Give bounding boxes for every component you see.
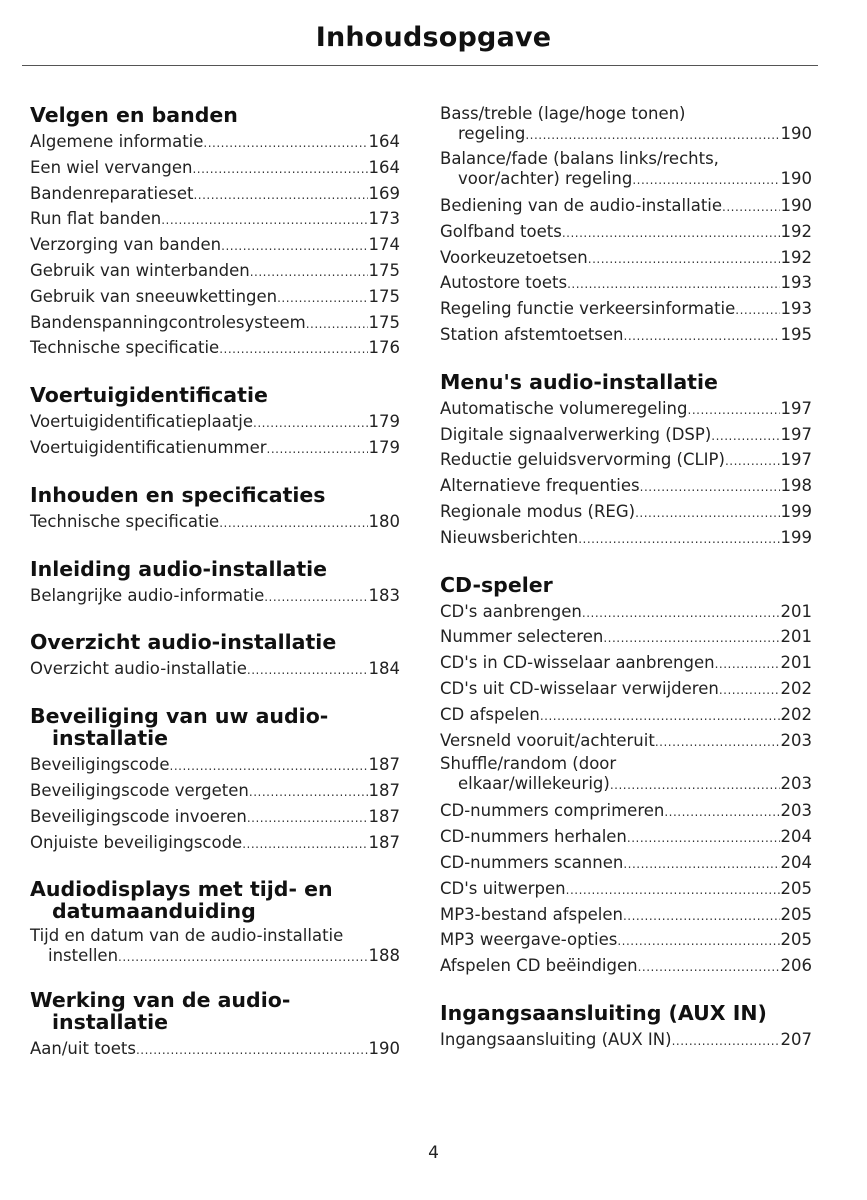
toc-entry-page: 203: [780, 730, 812, 750]
section-heading: CD-speler: [440, 572, 553, 597]
dot-leader: [588, 247, 780, 272]
toc-entry[interactable]: [30, 410, 400, 436]
toc-entry-page: 187: [368, 755, 400, 775]
toc-entry-page: 175: [368, 260, 400, 280]
toc-entry[interactable]: [30, 182, 400, 208]
toc-entry-label: CD's uitwerpen: [440, 878, 566, 898]
dot-leader: [715, 652, 780, 677]
toc-entry-label: Aan/uit toets: [30, 1039, 136, 1059]
toc-entry-page: 203: [780, 801, 812, 821]
toc-entry-page: 197: [780, 450, 812, 470]
toc-entry-label: Voorkeuzetoetsen: [440, 247, 588, 267]
toc-section: [30, 384, 400, 462]
toc-entry-label: Digitale signaalverwerking (DSP): [440, 424, 712, 444]
toc-entry-label: CD's uit CD-wisselaar verwijderen: [440, 678, 719, 698]
dot-leader: [635, 501, 779, 526]
toc-entry-label: Run flat banden: [30, 209, 162, 229]
dot-leader: [567, 272, 779, 297]
dot-leader: [161, 208, 367, 233]
toc-section: [440, 104, 812, 349]
toc-entry-page: 201: [780, 653, 812, 673]
dot-leader: [306, 312, 368, 337]
dot-leader: [640, 475, 780, 500]
toc-entry-label: Afspelen CD beëindigen: [440, 956, 638, 976]
section-heading: Audiodisplays met tijd- en datumaanduiding: [30, 877, 333, 924]
section-heading: Velgen en banden: [30, 103, 238, 127]
toc-entry[interactable]: [440, 397, 812, 423]
toc-entry-label: Nummer selecteren: [440, 627, 604, 647]
toc-entry-label: Regionale modus (REG): [440, 501, 636, 521]
toc-entry[interactable]: [30, 259, 400, 285]
toc-entry-label-line1: Balance/fade (balans links/rechts,: [440, 149, 719, 168]
toc-entry-label: MP3 weergave-opties: [440, 930, 618, 950]
section-heading: Menu's audio-installatie: [440, 369, 718, 394]
toc-entry[interactable]: [440, 526, 812, 552]
toc-entry[interactable]: [440, 651, 812, 677]
toc-entry-label: Regeling functie verkeersinformatie: [440, 299, 736, 319]
toc-entry[interactable]: [440, 877, 812, 903]
toc-entry[interactable]: [440, 928, 812, 954]
dot-leader: [578, 527, 779, 552]
toc-entry-label: CD-nummers scannen: [440, 852, 624, 872]
dot-leader: [638, 955, 780, 980]
toc-column-right: [440, 104, 812, 1054]
toc-entry-label: regeling: [458, 124, 526, 143]
dot-leader: [711, 424, 779, 449]
toc-entry-page: 203: [780, 774, 812, 794]
dot-leader: [219, 337, 367, 362]
dot-leader: [221, 234, 367, 259]
toc-entry-page: 180: [368, 511, 400, 531]
toc-entry[interactable]: [440, 474, 812, 500]
toc-entry-label: Voertuigidentificatienummer: [30, 437, 267, 457]
toc-entry-page: 190: [780, 196, 812, 215]
toc-entry-label: Ingangsaansluiting (AUX IN): [440, 1029, 672, 1049]
toc-entry[interactable]: [440, 297, 812, 323]
toc-entry[interactable]: [440, 903, 812, 929]
toc-entry[interactable]: [440, 625, 812, 651]
toc-entry-page: 190: [368, 1039, 400, 1059]
dot-leader: [725, 449, 780, 474]
toc-entry-label-line1: Bass/treble (lage/hoge tonen): [440, 104, 686, 123]
toc-entry[interactable]: [440, 104, 812, 145]
toc-entry-page: 193: [780, 299, 812, 319]
toc-entry-page: 169: [368, 183, 400, 203]
dot-leader: [525, 125, 779, 145]
dot-leader: [624, 324, 780, 349]
toc-entry-label-line1: Tijd en datum van de audio-installatie: [30, 926, 344, 946]
toc-entry-page: 184: [368, 659, 400, 679]
toc-entry-page: 197: [780, 424, 812, 444]
toc-entry-label: Technische specificatie: [30, 338, 220, 358]
toc-section: [30, 989, 400, 1063]
page-title: Inhoudsopgave: [315, 22, 552, 53]
toc-entry-page: 205: [780, 878, 812, 898]
section-heading: Beveiliging van uw audio-installatie: [30, 704, 329, 751]
toc-entry-page: 174: [368, 235, 400, 255]
dot-leader: [672, 1029, 780, 1054]
toc-entry-label: CD afspelen: [440, 704, 540, 724]
dot-leader: [722, 195, 779, 220]
toc-entry-label: CD's in CD-wisselaar aanbrengen: [440, 653, 715, 673]
toc-entry-page: 199: [780, 527, 812, 547]
toc-section: [30, 631, 400, 683]
toc-entry-page: 176: [368, 338, 400, 358]
toc-entry-page: 173: [368, 209, 400, 229]
toc-entry[interactable]: [30, 753, 400, 779]
toc-entry-label: Onjuiste beveiligingscode: [30, 832, 243, 852]
toc-entry[interactable]: [440, 677, 812, 703]
toc-entry[interactable]: [30, 510, 400, 536]
toc-entry[interactable]: [440, 423, 812, 449]
dot-leader: [253, 411, 367, 436]
toc-entry-label: Autostore toets: [440, 273, 568, 293]
toc-entry-page: 175: [368, 286, 400, 306]
toc-entry-label: CD's aanbrengen: [440, 601, 582, 621]
toc-entry-page: 199: [780, 501, 812, 521]
toc-entry[interactable]: [30, 1037, 400, 1063]
toc-entry-page: 183: [368, 585, 400, 605]
toc-entry-page: 179: [368, 437, 400, 457]
toc-entry[interactable]: [440, 754, 812, 795]
dot-leader: [264, 585, 367, 610]
toc-entry-label-line1: Shuffle/random (door: [440, 754, 617, 774]
dot-leader: [664, 800, 779, 825]
dot-leader: [170, 754, 368, 779]
toc-entry-label: CD-nummers herhalen: [440, 827, 627, 847]
dot-leader: [688, 398, 780, 423]
toc-entry-label: Overzicht audio-installatie: [30, 659, 247, 679]
toc-entry-page: 201: [780, 627, 812, 647]
toc-entry-label: Beveiligingscode invoeren: [30, 806, 247, 826]
dot-leader: [249, 780, 368, 805]
toc-entry-label: Versneld vooruit/achteruit: [440, 730, 655, 750]
toc-entry-page: 193: [780, 273, 812, 293]
toc-entry[interactable]: [30, 584, 400, 610]
toc-entry-page: 198: [780, 476, 812, 496]
dot-leader: [118, 947, 367, 967]
toc-entry-label: Reductie geluidsvervorming (CLIP): [440, 450, 725, 470]
toc-entry-label: Belangrijke audio-informatie: [30, 585, 265, 605]
section-heading: Ingangsaansluiting (AUX IN): [440, 1000, 767, 1025]
dot-leader: [603, 626, 779, 651]
toc-section: [440, 371, 812, 552]
dot-leader: [247, 806, 368, 831]
toc-entry-page: 164: [368, 157, 400, 177]
toc-entry[interactable]: [30, 233, 400, 259]
toc-entry[interactable]: [30, 336, 400, 362]
toc-entry-page: 202: [780, 704, 812, 724]
toc-entry[interactable]: [440, 600, 812, 626]
dot-leader: [623, 904, 780, 929]
toc-entry[interactable]: [30, 285, 400, 311]
toc-entry[interactable]: [30, 436, 400, 462]
dot-leader: [242, 832, 367, 857]
toc-entry[interactable]: [440, 220, 812, 246]
toc-entry[interactable]: [30, 831, 400, 857]
toc-entry-page: 202: [780, 678, 812, 698]
toc-entry-page: 164: [368, 132, 400, 151]
toc-section: [30, 558, 400, 610]
dot-leader: [735, 298, 779, 323]
dot-leader: [562, 221, 780, 246]
toc-entry[interactable]: [30, 805, 400, 831]
toc-entry-label: Gebruik van winterbanden: [30, 260, 250, 280]
toc-entry-page: 201: [780, 601, 812, 621]
toc-entry[interactable]: [30, 311, 400, 337]
dot-leader: [250, 260, 368, 285]
toc-entry-label: Golfband toets: [440, 221, 562, 241]
toc-entry[interactable]: [440, 323, 812, 349]
toc-entry[interactable]: [440, 954, 812, 980]
toc-entry[interactable]: [30, 207, 400, 233]
toc-entry[interactable]: [30, 657, 400, 683]
toc-section: [30, 484, 400, 536]
toc-entry-page: 205: [780, 930, 812, 950]
toc-entry[interactable]: [440, 246, 812, 272]
toc-entry-page: 187: [368, 806, 400, 826]
toc-entry[interactable]: [440, 448, 812, 474]
toc-section: [30, 705, 400, 856]
toc-entry-label: Algemene informatie: [30, 132, 204, 151]
toc-entry-page: 179: [368, 412, 400, 432]
section-heading: Inhouden en specificaties: [30, 482, 326, 507]
toc-entry[interactable]: [440, 500, 812, 526]
toc-entry-label: elkaar/willekeurig): [458, 774, 610, 794]
dot-leader: [655, 730, 780, 755]
toc-entry-label: Verzorging van banden: [30, 235, 222, 255]
toc-entry-page: 205: [780, 904, 812, 924]
toc-entry-page: 192: [780, 247, 812, 267]
toc-entry-label: Bandenreparatieset: [30, 183, 194, 203]
toc-entry-page: 204: [780, 827, 812, 847]
dot-leader: [610, 775, 780, 795]
toc-entry-label: Beveiligingscode vergeten: [30, 780, 249, 800]
toc-entry-page: 190: [780, 169, 812, 188]
toc-entry-page: 187: [368, 780, 400, 800]
toc-entry[interactable]: [440, 851, 812, 877]
toc-entry-page: 187: [368, 832, 400, 852]
toc-entry[interactable]: [30, 156, 400, 182]
toc-entry-label: Automatische volumeregeling: [440, 398, 688, 418]
dot-leader: [627, 826, 780, 851]
dot-leader: [617, 929, 779, 954]
toc-entry-page: 206: [780, 956, 812, 976]
dot-leader: [623, 852, 779, 877]
toc-column-left: [30, 104, 400, 1063]
toc-entry-label: Nieuwsberichten: [440, 527, 579, 547]
dot-leader: [219, 511, 367, 536]
toc-entry-page: 188: [368, 946, 400, 966]
dot-leader: [247, 658, 368, 683]
toc-entry-page: 190: [780, 124, 812, 143]
title-divider: [22, 65, 818, 66]
section-heading: Werking van de audio-installatie: [30, 988, 291, 1035]
toc-section: [440, 1002, 812, 1054]
toc-entry-page: 197: [780, 398, 812, 418]
toc-entry-label: Een wiel vervangen: [30, 157, 193, 177]
page-number: 4: [428, 1143, 439, 1163]
dot-leader: [277, 286, 367, 311]
dot-leader: [582, 601, 780, 626]
toc-entry-label: Station afstemtoetsen: [440, 324, 624, 344]
dot-leader: [566, 878, 780, 903]
toc-entry[interactable]: [30, 926, 400, 967]
toc-entry-label: Bandenspanningcontrolesysteem: [30, 312, 306, 332]
toc-entry-label: Bediening van de audio-installatie: [440, 196, 723, 215]
dot-leader: [719, 678, 780, 703]
dot-leader: [192, 157, 367, 182]
toc-entry[interactable]: [440, 194, 812, 220]
toc-section: [30, 104, 400, 362]
toc-entry-label: Gebruik van sneeuwkettingen: [30, 286, 278, 306]
toc-entry[interactable]: [440, 703, 812, 729]
dot-leader: [193, 183, 367, 208]
toc-entry-page: 207: [780, 1029, 812, 1049]
toc-entry[interactable]: [440, 271, 812, 297]
toc-entry-page: 195: [780, 324, 812, 344]
dot-leader: [540, 704, 780, 729]
toc-entry-label: voor/achter) regeling: [458, 169, 633, 188]
toc-entry-label: Technische specificatie: [30, 511, 220, 531]
toc-section: [440, 574, 812, 980]
dot-leader: [203, 131, 367, 156]
toc-entry-label: Alternatieve frequenties: [440, 476, 640, 496]
dot-leader: [267, 437, 368, 462]
section-heading: Voertuigidentificatie: [30, 383, 268, 408]
toc-section: [30, 878, 400, 967]
toc-entry[interactable]: [440, 1028, 812, 1054]
toc-entry[interactable]: [30, 130, 400, 156]
toc-entry[interactable]: [440, 799, 812, 825]
toc-entry[interactable]: [440, 825, 812, 851]
toc-entry-page: 204: [780, 852, 812, 872]
toc-entry-label: instellen: [48, 946, 119, 966]
section-heading: Inleiding audio-installatie: [30, 556, 328, 581]
toc-entry-page: 175: [368, 312, 400, 332]
toc-entry-label: Beveiligingscode: [30, 755, 170, 775]
toc-entry[interactable]: [30, 779, 400, 805]
toc-entry-label: CD-nummers comprimeren: [440, 801, 665, 821]
toc-entry[interactable]: [440, 729, 812, 755]
dot-leader: [632, 170, 779, 190]
section-heading: Overzicht audio-installatie: [30, 630, 337, 655]
toc-entry-label: Voertuigidentificatieplaatje: [30, 412, 254, 432]
toc-entry[interactable]: [440, 149, 812, 190]
dot-leader: [136, 1038, 368, 1063]
toc-entry-label: MP3-bestand afspelen: [440, 904, 623, 924]
toc-entry-page: 192: [780, 221, 812, 241]
